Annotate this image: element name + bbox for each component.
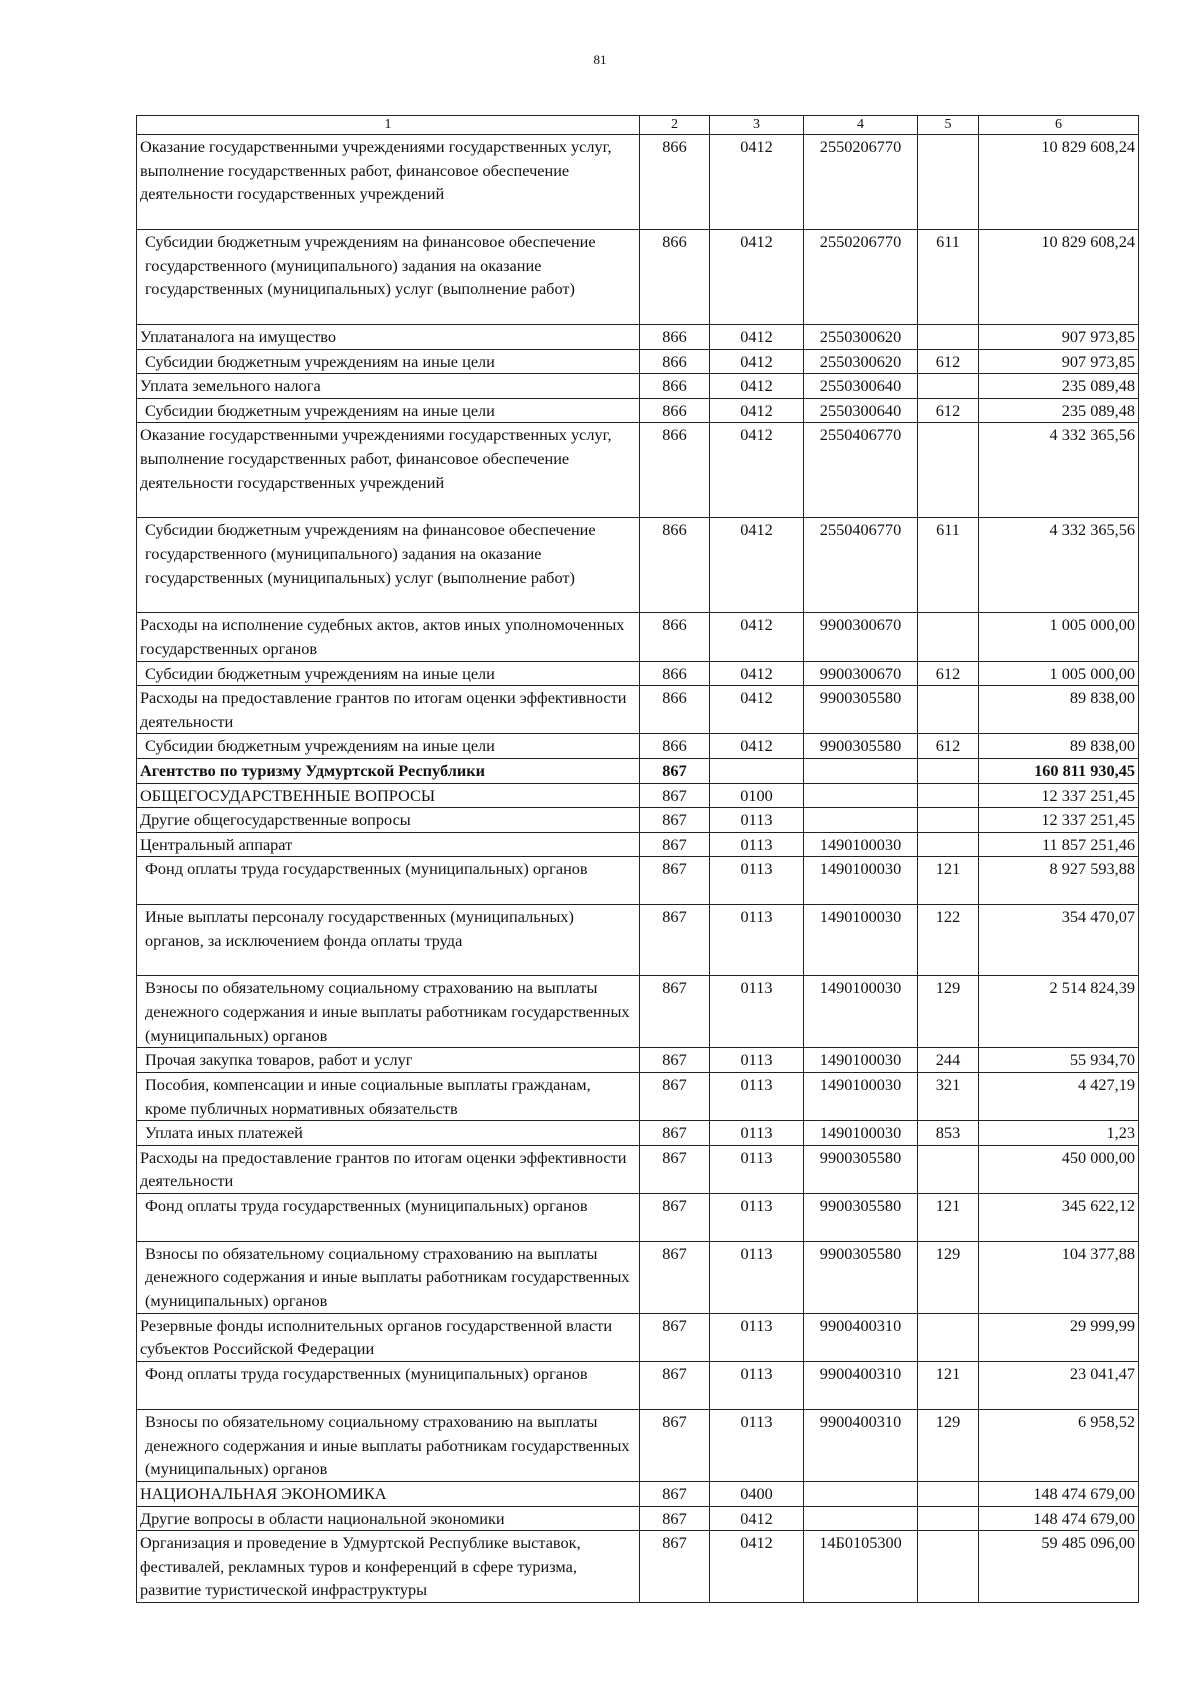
row-name: Другие вопросы в области национальной экономики: [137, 1506, 640, 1531]
row-amount: 907 973,85: [979, 325, 1139, 350]
table-row: [137, 1241, 1139, 1313]
row-type: [918, 832, 979, 857]
row-amount: 2 514 824,39: [979, 976, 1139, 1048]
row-code: 867: [640, 808, 710, 833]
row-type: [918, 1313, 979, 1361]
row-name: Субсидии бюджетным учреждениям на иные цели: [137, 349, 640, 374]
row-code: 867: [640, 1241, 710, 1313]
table-row: [137, 423, 1139, 518]
row-article: [804, 783, 918, 808]
row-amount: 12 337 251,45: [979, 783, 1139, 808]
table-body: [137, 135, 1139, 1603]
row-type: [918, 1145, 979, 1193]
row-name: Фонд оплаты труда государственных (муниципальных) органов: [137, 1193, 640, 1241]
row-name: ОБЩЕГОСУДАРСТВЕННЫЕ ВОПРОСЫ: [137, 783, 640, 808]
table-row: [137, 758, 1139, 783]
row-code: 866: [640, 374, 710, 399]
row-section: 0412: [710, 398, 804, 423]
row-amount: 1,23: [979, 1121, 1139, 1146]
row-article: 1490100030: [804, 976, 918, 1048]
row-section: 0412: [710, 135, 804, 230]
table-row: [137, 1072, 1139, 1120]
table-row: [137, 374, 1139, 399]
row-section: 0113: [710, 1145, 804, 1193]
budget-table: [136, 115, 1139, 1603]
row-article: [804, 758, 918, 783]
row-section: 0113: [710, 976, 804, 1048]
table-row: [137, 1362, 1139, 1410]
row-code: 866: [640, 686, 710, 734]
row-section: 0412: [710, 518, 804, 613]
table-row: [137, 808, 1139, 833]
row-type: [918, 758, 979, 783]
row-amount: 59 485 096,00: [979, 1531, 1139, 1603]
column-header: 6: [979, 116, 1139, 135]
table-row: [137, 1145, 1139, 1193]
row-name: Центральный аппарат: [137, 832, 640, 857]
row-section: 0113: [710, 905, 804, 976]
row-amount: 148 474 679,00: [979, 1506, 1139, 1531]
row-article: 9900305580: [804, 1241, 918, 1313]
row-section: 0412: [710, 230, 804, 325]
row-code: 867: [640, 905, 710, 976]
row-amount: 12 337 251,45: [979, 808, 1139, 833]
row-name: Другие общегосударственные вопросы: [137, 808, 640, 833]
row-article: 9900305580: [804, 686, 918, 734]
row-article: 2550206770: [804, 230, 918, 325]
table-row: [137, 1531, 1139, 1603]
table-row: [137, 349, 1139, 374]
table-row: [137, 1410, 1139, 1482]
row-type: [918, 135, 979, 230]
row-code: 867: [640, 1121, 710, 1146]
row-amount: 4 332 365,56: [979, 518, 1139, 613]
row-amount: 29 999,99: [979, 1313, 1139, 1361]
table-row: [137, 1193, 1139, 1241]
row-type: 612: [918, 734, 979, 759]
row-name: Агентство по туризму Удмуртской Республики: [137, 758, 640, 783]
row-code: 867: [640, 976, 710, 1048]
row-type: [918, 423, 979, 518]
column-header: 3: [710, 116, 804, 135]
row-name: Субсидии бюджетным учреждениям на иные цели: [137, 734, 640, 759]
table-row: [137, 661, 1139, 686]
row-code: 866: [640, 325, 710, 350]
table-row: [137, 734, 1139, 759]
row-amount: 148 474 679,00: [979, 1482, 1139, 1507]
row-section: 0412: [710, 613, 804, 661]
table-row: [137, 686, 1139, 734]
row-amount: 55 934,70: [979, 1048, 1139, 1073]
row-article: 9900400310: [804, 1410, 918, 1482]
table-row: [137, 613, 1139, 661]
row-code: 867: [640, 1193, 710, 1241]
row-type: 129: [918, 976, 979, 1048]
row-section: 0412: [710, 734, 804, 759]
row-amount: 235 089,48: [979, 398, 1139, 423]
row-code: 866: [640, 734, 710, 759]
row-section: [710, 758, 804, 783]
row-code: 867: [640, 1145, 710, 1193]
row-type: 612: [918, 661, 979, 686]
row-name: Оказание государственными учреждениями государственных услуг, выполнение государственных работ, финансовое обеспечение деятельности государственных учреждений: [137, 423, 640, 518]
row-code: 866: [640, 349, 710, 374]
row-amount: 6 958,52: [979, 1410, 1139, 1482]
row-article: 1490100030: [804, 905, 918, 976]
row-type: [918, 1506, 979, 1531]
row-article: 1490100030: [804, 857, 918, 905]
row-amount: 345 622,12: [979, 1193, 1139, 1241]
row-name: Фонд оплаты труда государственных (муниципальных) органов: [137, 857, 640, 905]
row-section: 0412: [710, 374, 804, 399]
table-row: [137, 783, 1139, 808]
row-article: 1490100030: [804, 832, 918, 857]
table-row: [137, 905, 1139, 976]
row-amount: 8 927 593,88: [979, 857, 1139, 905]
row-code: 867: [640, 1072, 710, 1120]
row-amount: 89 838,00: [979, 734, 1139, 759]
row-section: 0113: [710, 1410, 804, 1482]
row-name: Организация и проведение в Удмуртской Республике выставок, фестивалей, рекламных туров и конференций в сфере туризма, развитие туристической инфраструктуры: [137, 1531, 640, 1603]
row-name: Субсидии бюджетным учреждениям на иные цели: [137, 661, 640, 686]
row-code: 867: [640, 1531, 710, 1603]
row-name: Субсидии бюджетным учреждениям на иные цели: [137, 398, 640, 423]
row-type: 244: [918, 1048, 979, 1073]
table-row: [137, 1048, 1139, 1073]
row-amount: 10 829 608,24: [979, 230, 1139, 325]
row-code: 867: [640, 758, 710, 783]
row-article: 9900305580: [804, 734, 918, 759]
row-code: 867: [640, 1506, 710, 1531]
row-amount: 4 427,19: [979, 1072, 1139, 1120]
row-code: 867: [640, 1410, 710, 1482]
row-amount: 354 470,07: [979, 905, 1139, 976]
row-name: Уплата земельного налога: [137, 374, 640, 399]
row-article: 2550300640: [804, 374, 918, 399]
row-name: Субсидии бюджетным учреждениям на финансовое обеспечение государственного (муниципального) задания на оказание государственных (муниципальных) услуг (выполнение работ): [137, 230, 640, 325]
column-header: 1: [137, 116, 640, 135]
row-article: [804, 808, 918, 833]
row-article: 2550206770: [804, 135, 918, 230]
table-row: [137, 135, 1139, 230]
row-article: 9900300670: [804, 613, 918, 661]
row-amount: 4 332 365,56: [979, 423, 1139, 518]
row-section: 0113: [710, 1072, 804, 1120]
row-article: 2550406770: [804, 423, 918, 518]
table-row: [137, 1482, 1139, 1507]
row-name: Резервные фонды исполнительных органов государственной власти субъектов Российской Федерации: [137, 1313, 640, 1361]
row-section: 0113: [710, 1313, 804, 1361]
row-article: [804, 1482, 918, 1507]
row-type: [918, 613, 979, 661]
row-section: 0113: [710, 1241, 804, 1313]
table-row: [137, 857, 1139, 905]
table-row: [137, 1506, 1139, 1531]
row-name: НАЦИОНАЛЬНАЯ ЭКОНОМИКА: [137, 1482, 640, 1507]
row-section: 0412: [710, 349, 804, 374]
row-amount: 1 005 000,00: [979, 613, 1139, 661]
row-type: 612: [918, 398, 979, 423]
row-section: 0113: [710, 1362, 804, 1410]
row-type: 121: [918, 1362, 979, 1410]
row-name: Прочая закупка товаров, работ и услуг: [137, 1048, 640, 1073]
row-article: 1490100030: [804, 1121, 918, 1146]
row-type: 129: [918, 1410, 979, 1482]
row-name: Расходы на предоставление грантов по итогам оценки эффективности деятельности: [137, 686, 640, 734]
row-article: 2550300620: [804, 349, 918, 374]
row-name: Уплата иных платежей: [137, 1121, 640, 1146]
row-code: 866: [640, 230, 710, 325]
row-name: Иные выплаты персоналу государственных (муниципальных) органов, за исключением фонда оплаты труда: [137, 905, 640, 976]
row-type: 121: [918, 1193, 979, 1241]
row-code: 866: [640, 613, 710, 661]
row-section: 0412: [710, 423, 804, 518]
row-code: 866: [640, 398, 710, 423]
row-amount: 907 973,85: [979, 349, 1139, 374]
row-article: 2550300640: [804, 398, 918, 423]
row-amount: 450 000,00: [979, 1145, 1139, 1193]
row-article: 9900300670: [804, 661, 918, 686]
row-type: [918, 1531, 979, 1603]
row-type: [918, 808, 979, 833]
row-code: 867: [640, 783, 710, 808]
row-article: 2550300620: [804, 325, 918, 350]
row-section: 0113: [710, 1048, 804, 1073]
table-row: [137, 398, 1139, 423]
row-article: 2550406770: [804, 518, 918, 613]
row-name: Субсидии бюджетным учреждениям на финансовое обеспечение государственного (муниципального) задания на оказание государственных (муниципальных) услуг (выполнение работ): [137, 518, 640, 613]
row-article: [804, 1506, 918, 1531]
row-article: 9900305580: [804, 1145, 918, 1193]
table-row: [137, 1313, 1139, 1361]
table-row: [137, 1121, 1139, 1146]
column-header: 2: [640, 116, 710, 135]
row-article: 9900400310: [804, 1313, 918, 1361]
row-code: 867: [640, 857, 710, 905]
row-name: Уплатаналога на имущество: [137, 325, 640, 350]
row-type: [918, 374, 979, 399]
column-header: 5: [918, 116, 979, 135]
row-code: 866: [640, 661, 710, 686]
row-article: 1490100030: [804, 1048, 918, 1073]
row-amount: 160 811 930,45: [979, 758, 1139, 783]
row-code: 867: [640, 1362, 710, 1410]
row-section: 0412: [710, 661, 804, 686]
row-amount: 235 089,48: [979, 374, 1139, 399]
row-type: 122: [918, 905, 979, 976]
row-name: Взносы по обязательному социальному страхованию на выплаты денежного содержания и иные выплаты работникам государственных (муниципальных) органов: [137, 1410, 640, 1482]
row-type: 611: [918, 518, 979, 613]
row-type: [918, 783, 979, 808]
row-amount: 1 005 000,00: [979, 661, 1139, 686]
row-section: 0412: [710, 1506, 804, 1531]
row-name: Фонд оплаты труда государственных (муниципальных) органов: [137, 1362, 640, 1410]
row-article: 14Б0105300: [804, 1531, 918, 1603]
row-name: Расходы на исполнение судебных актов, актов иных уполномоченных государственных органов: [137, 613, 640, 661]
row-name: Взносы по обязательному социальному страхованию на выплаты денежного содержания и иные выплаты работникам государственных (муниципальных) органов: [137, 1241, 640, 1313]
row-name: Пособия, компенсации и иные социальные выплаты гражданам, кроме публичных нормативных обязательств: [137, 1072, 640, 1120]
table-row: [137, 325, 1139, 350]
row-type: [918, 325, 979, 350]
row-article: 1490100030: [804, 1072, 918, 1120]
row-amount: 104 377,88: [979, 1241, 1139, 1313]
row-code: 866: [640, 423, 710, 518]
row-section: 0400: [710, 1482, 804, 1507]
table-row: [137, 976, 1139, 1048]
page-number: 81: [593, 52, 607, 67]
row-code: 867: [640, 1313, 710, 1361]
row-code: 866: [640, 518, 710, 613]
row-amount: 11 857 251,46: [979, 832, 1139, 857]
row-type: 121: [918, 857, 979, 905]
table-row: [137, 832, 1139, 857]
table-row: [137, 518, 1139, 613]
row-name: Взносы по обязательному социальному страхованию на выплаты денежного содержания и иные выплаты работникам государственных (муниципальных) органов: [137, 976, 640, 1048]
row-section: 0113: [710, 808, 804, 833]
row-type: [918, 686, 979, 734]
row-article: 9900305580: [804, 1193, 918, 1241]
row-code: 867: [640, 1482, 710, 1507]
row-section: 0412: [710, 1531, 804, 1603]
row-code: 867: [640, 832, 710, 857]
row-amount: 89 838,00: [979, 686, 1139, 734]
row-type: 129: [918, 1241, 979, 1313]
row-type: 853: [918, 1121, 979, 1146]
row-section: 0113: [710, 832, 804, 857]
row-amount: 10 829 608,24: [979, 135, 1139, 230]
row-name: Оказание государственными учреждениями государственных услуг, выполнение государственных работ, финансовое обеспечение деятельности государственных учреждений: [137, 135, 640, 230]
column-header: 4: [804, 116, 918, 135]
row-amount: 23 041,47: [979, 1362, 1139, 1410]
column-number-row: [137, 116, 1139, 135]
row-section: 0113: [710, 857, 804, 905]
row-type: 321: [918, 1072, 979, 1120]
row-type: 611: [918, 230, 979, 325]
row-section: 0113: [710, 1193, 804, 1241]
row-code: 867: [640, 1048, 710, 1073]
row-section: 0412: [710, 686, 804, 734]
row-type: 612: [918, 349, 979, 374]
table-row: [137, 230, 1139, 325]
row-code: 866: [640, 135, 710, 230]
row-section: 0100: [710, 783, 804, 808]
row-type: [918, 1482, 979, 1507]
row-name: Расходы на предоставление грантов по итогам оценки эффективности деятельности: [137, 1145, 640, 1193]
row-section: 0412: [710, 325, 804, 350]
row-article: 9900400310: [804, 1362, 918, 1410]
row-section: 0113: [710, 1121, 804, 1146]
